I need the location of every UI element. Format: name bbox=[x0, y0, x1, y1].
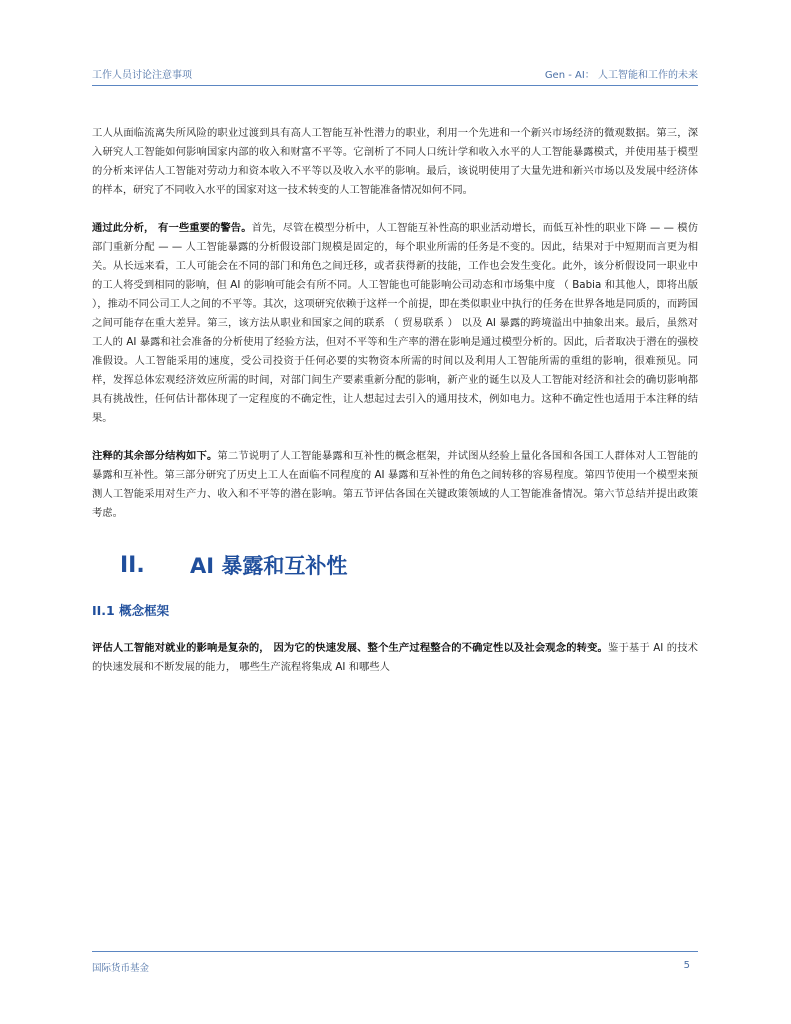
paragraph-text: 首先，尽管在模型分析中，人工智能互补性高的职业活动增长，而低互补性的职业下降 — — 模仿部门重新分配 — — 人工智能暴露的分析假设部门规模是固定的，每个职业所需的任务是不变的。因此，结果对于中短期而言更为相关。从长远来看，工人可能会在不同的部门和角色之间迁移，或者获得新的技能，工作也会发生变化。此外，该分析假设同一职业中的工人将受到相同的影响，但 AI 的影响可能会有所不同。人工智能也可能影响公司动态和市场集中度 （ Babia 和其他人，即将出版 ），推动不同公司工人之间的不平等。其次，这项研究依赖于这样一个前提，即在类似职业中执行的任务在世界各地是同质的，而跨国之间可能存在重大差异。第三，该方法从职业和国家之间的联系 （ 贸易联系 ） 以及 AI 暴露的跨境溢出中抽象出来。最后，虽然对工人的 AI 暴露和社会准备的分析使用了经验方法，但对不平等和生产率的潜在影响是通过模型分析的。因此，后者取决于潜在的强校准假设。人工智能采用的速度，受公司投资于任何必要的实物资本所需的时间以及利用人工智能所需的重组的影响，很难预见。同样，发挥总体宏观经济效应所需的时间，对部门间生产要素重新分配的影响，新产业的诞生以及人工智能对经济和社会的确切影响都具有挑战性，任何估计都体现了一定程度的不确定性，让人想起过去引入的通用技术，例如电力。这种不确定性也适用于本注释的结果。 bbox=[92, 222, 698, 424]
paragraph-text: 工人从面临流离失所风险的职业过渡到具有高人工智能互补性潜力的职业，利用一个先进和一个新兴市场经济的微观数据。第三，深入研究人工智能如何影响国家内部的收入和财富不平等。它剖析了不同人口统计学和收入水平的人工智能暴露模式，并使用基于模型的分析来评估人工智能对劳动力和资本收入不平等以及收入水平的影响。最后，该说明使用了大量先进和新兴市场以及发展中经济体的样本，研究了不同收入水平的国家对这一技术转变的人工智能准备情况如何不同。 bbox=[92, 127, 698, 196]
footer-publisher: 国际货币基金 bbox=[92, 963, 150, 974]
paragraph-caveats bbox=[92, 219, 698, 428]
page-body bbox=[92, 124, 698, 677]
header-right-text: Gen - AI： 人工智能和工作的未来 bbox=[544, 70, 698, 81]
paragraph-lead: 评估人工智能对就业的影响是复杂的， 因为它的快速发展、整个生产过程整合的不确定性以及社会观念的转变。 bbox=[92, 642, 609, 654]
paragraph-text: 鉴于基于 AI 的技术的快速发展和不断发展的能力， 哪些生产流程将集成 AI 和哪些人 bbox=[92, 642, 698, 673]
footer-divider bbox=[92, 951, 698, 952]
paragraph-framework bbox=[92, 639, 698, 677]
section-number: II. bbox=[120, 552, 145, 578]
paragraph-lead: 通过此分析， 有一些重要的警告。 bbox=[92, 222, 252, 234]
header-left-text: 工作人员讨论注意事项 bbox=[92, 70, 192, 81]
paragraph-structure bbox=[92, 447, 698, 523]
paragraph-text: 第二节说明了人工智能暴露和互补性的概念框架，并试图从经验上量化各国和各国工人群体对人工智能的暴露和互补性。第三部分研究了历史上工人在面临不同程度的 AI 暴露和互补性的角色之间转移的容易程度。第四节使用一个模型来预测人工智能采用对生产力、收入和不平等的潜在影响。第五节评估各国在关键政策领域的人工智能准备情况。第六节总结并提出政策考虑。 bbox=[92, 450, 699, 519]
page-header bbox=[92, 66, 698, 82]
subsection-heading: II.1 概念框架 bbox=[92, 603, 170, 618]
paragraph-lead: 注释的其余部分结构如下。 bbox=[92, 450, 218, 462]
page-footer bbox=[92, 960, 698, 974]
section-title: AI 暴露和互补性 bbox=[190, 554, 348, 578]
paragraph-intro-continuation bbox=[92, 124, 698, 200]
section-heading bbox=[92, 545, 698, 585]
header-divider bbox=[92, 85, 698, 86]
page-number: 5 bbox=[683, 960, 690, 971]
